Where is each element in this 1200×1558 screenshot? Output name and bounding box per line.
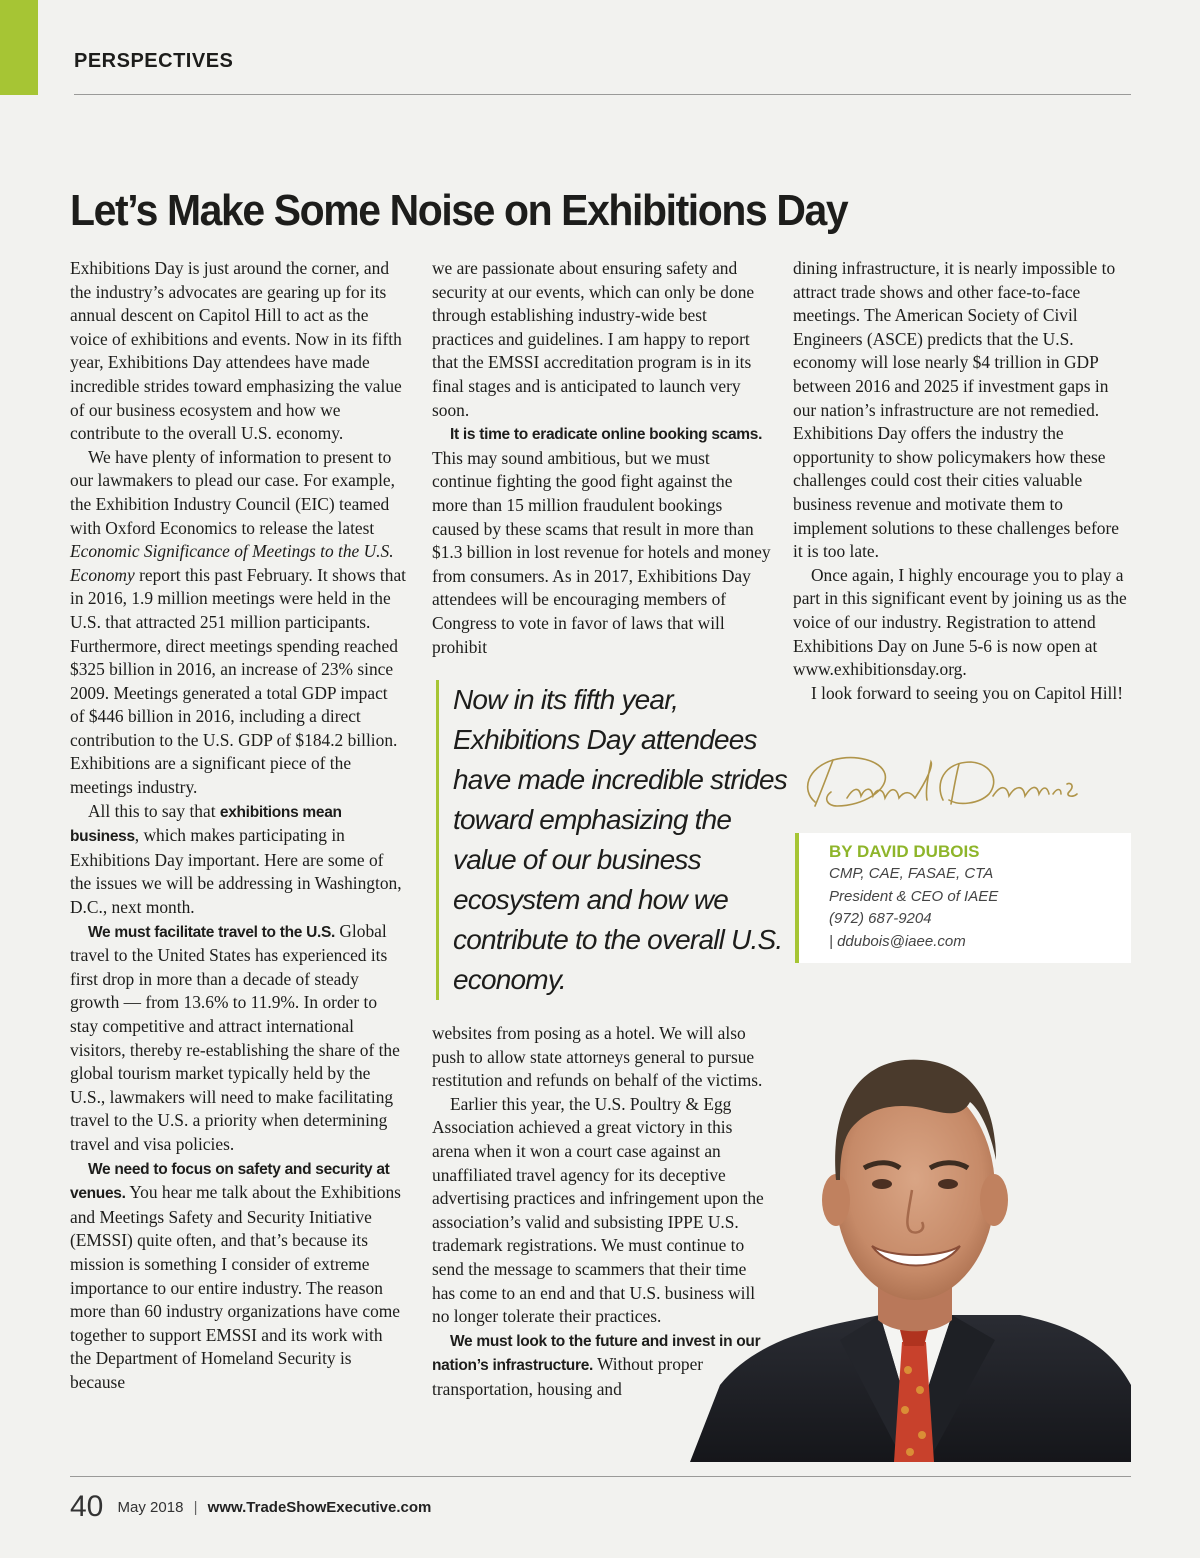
report-title: Economic Significance of Meetings to the U.S. Economy bbox=[70, 541, 394, 585]
footer-separator: | bbox=[193, 1499, 198, 1516]
paragraph bbox=[70, 920, 406, 1157]
paragraph: I look forward to seeing you on Capitol Hill! bbox=[811, 682, 1124, 703]
page-footer bbox=[70, 1490, 431, 1524]
author-name: BY DAVID DUBOIS bbox=[829, 842, 980, 861]
paragraph: we are passionate about ensuring safety and security at our events, which can only be done through establishing industry-wide best practices and guidelines. I am happy to report that the EMSSI accreditation program is in its final stages and is anticipated to launch very soon. bbox=[432, 258, 755, 420]
paragraph-text: , which makes participating in Exhibitions Day important. Here are some of the issues we will be addressing in Washington, D.C., next month. bbox=[70, 825, 402, 918]
paragraph bbox=[432, 422, 772, 659]
author-byline-box bbox=[795, 833, 1131, 963]
author-role: President & CEO of IAEE bbox=[829, 887, 999, 905]
paragraph: Earlier this year, the U.S. Poultry & Egg Association achieved a great victory in this arena when it won a court case against an unaffiliated travel agency for its deceptive advertising practices and infringement upon the association’s valid and subsisting IPPE U.S. trademark registrations. We must continue to send the message to scammers that their time has come to an end and that U.S. business will no longer tolerate their practices. bbox=[432, 1093, 764, 1327]
paragraph-text: All this to say that bbox=[88, 800, 220, 821]
paragraph-text: This may sound ambitious, but we must continue fighting the good fight against the more than 15 million fraudulent bookings caused by these scams that result in more than $1.3 billion in lost revenue for hotels and money from consumers. As in 2017, Exhibitions Day attendees will be encouraging members of Congress to vote in favor of laws that will prohibit bbox=[432, 447, 771, 657]
pull-quote: Now in its fifth year, Exhibitions Day attendees have made incredible strides toward emphasizing the value of our business ecosystem and how we contribute to the overall U.S. economy. bbox=[436, 680, 793, 1000]
paragraph-text: Global travel to the United States has experienced its first drop in more than a decade of steady growth — from 13.6% to 11.9%. In order to stay competitive and attract international visitors, thereby re-establishing the share of the global tourism market typically held by the U.S., lawmakers will need to make facilitating travel to the U.S. a priority when determining travel and visa policies. bbox=[70, 920, 400, 1154]
paragraph-text: We have plenty of information to present to our lawmakers to plead our case. For example, the Exhibition Industry Council (EIC) teamed with Oxford Economics to release the latest bbox=[70, 446, 395, 538]
paragraph-text: You hear me talk about the Exhibitions and Meetings Safety and Security Initiative (EMSSI) quite often, and that’s because its mission is something I consider of extreme importance to our entire industry. The reason more than 60 industry organizations have come together to support EMSSI and its work with the Department of Homeland Security is because bbox=[70, 1182, 401, 1392]
emphasis: exhibitions mean business bbox=[70, 803, 342, 846]
page-number: 40 bbox=[70, 1490, 104, 1523]
author-portrait-image bbox=[690, 990, 1131, 1462]
paragraph: dining infrastructure, it is nearly impossible to attract trade shows and other face-to-face meetings. The American Society of Civil Engineers (ASCE) predicts that the U.S. economy will lose nearly $4 trillion in GDP between 2016 and 2025 if investment gaps in our nation’s infrastructure are not remedied. Exhibitions Day offers the industry the opportunity to show policymakers how these challenges could cost their cities valuable business revenue and motivate them to implement solutions to these challenges before it is too late. bbox=[793, 258, 1119, 562]
subhead: It is time to eradicate online booking scams. bbox=[450, 426, 763, 444]
author-phone: (972) 687-9204 bbox=[829, 910, 932, 927]
subhead: We must look to the future and invest in our nation’s infrastructure. bbox=[432, 1332, 761, 1375]
bottom-rule bbox=[70, 1476, 1131, 1477]
issue-date: May 2018 bbox=[117, 1499, 184, 1516]
paragraph bbox=[70, 1157, 406, 1395]
paragraph: Once again, I highly encourage you to play a part in this significant event by joining us as the voice of our industry. Registration to attend Exhibitions Day on June 5-6 is now open at www.exhibitionsday.org. bbox=[793, 564, 1127, 680]
author-email: | ddubois@iaee.com bbox=[829, 932, 966, 950]
article-column-2-top bbox=[432, 257, 772, 659]
paragraph: websites from posing as a hotel. We will also push to allow state attorneys general to pursue restitution and refunds on behalf of the victims. bbox=[432, 1023, 763, 1091]
paragraph bbox=[70, 446, 406, 800]
subhead: We must facilitate travel to the U.S. bbox=[88, 923, 336, 941]
website-link[interactable]: www.TradeShowExecutive.com bbox=[207, 1499, 432, 1516]
article-column-3 bbox=[793, 257, 1131, 705]
section-label: PERSPECTIVES bbox=[74, 50, 234, 72]
paragraph: Exhibitions Day is just around the corner, and the industry’s advocates are gearing up for its annual descent on Capitol Hill to act as the voice of exhibitions and events. Now in its fifth year, Exhibitions Day attendees have made incredible strides toward emphasizing the value of our business ecosystem and how we contribute to the overall U.S. economy. bbox=[70, 258, 402, 444]
top-rule bbox=[74, 94, 1131, 95]
paragraph-text: Without proper transportation, housing and bbox=[432, 1354, 704, 1399]
paragraph bbox=[70, 800, 406, 920]
article-column-1 bbox=[70, 257, 406, 1395]
signature-icon bbox=[793, 740, 1083, 820]
accent-bar bbox=[0, 0, 38, 95]
author-credentials: CMP, CAE, FASAE, CTA bbox=[829, 865, 994, 882]
subhead: We need to focus on safety and security at venues. bbox=[70, 1160, 390, 1203]
paragraph-text: report this past February. It shows that in 2016, 1.9 million meetings were held in the U.S. that attracted 251 million participants. Furthermore, direct meetings spending reached $325 billion in 2016, an increase of 23% since 2009. Meetings generated a total GDP impact of $446 billion in 2016, including a direct contribution to the U.S. GDP of $184.2 billion. Exhibitions are a significant piece of the meetings industry. bbox=[70, 564, 406, 798]
article-title: Let’s Make Some Noise on Exhibitions Day bbox=[70, 186, 848, 235]
